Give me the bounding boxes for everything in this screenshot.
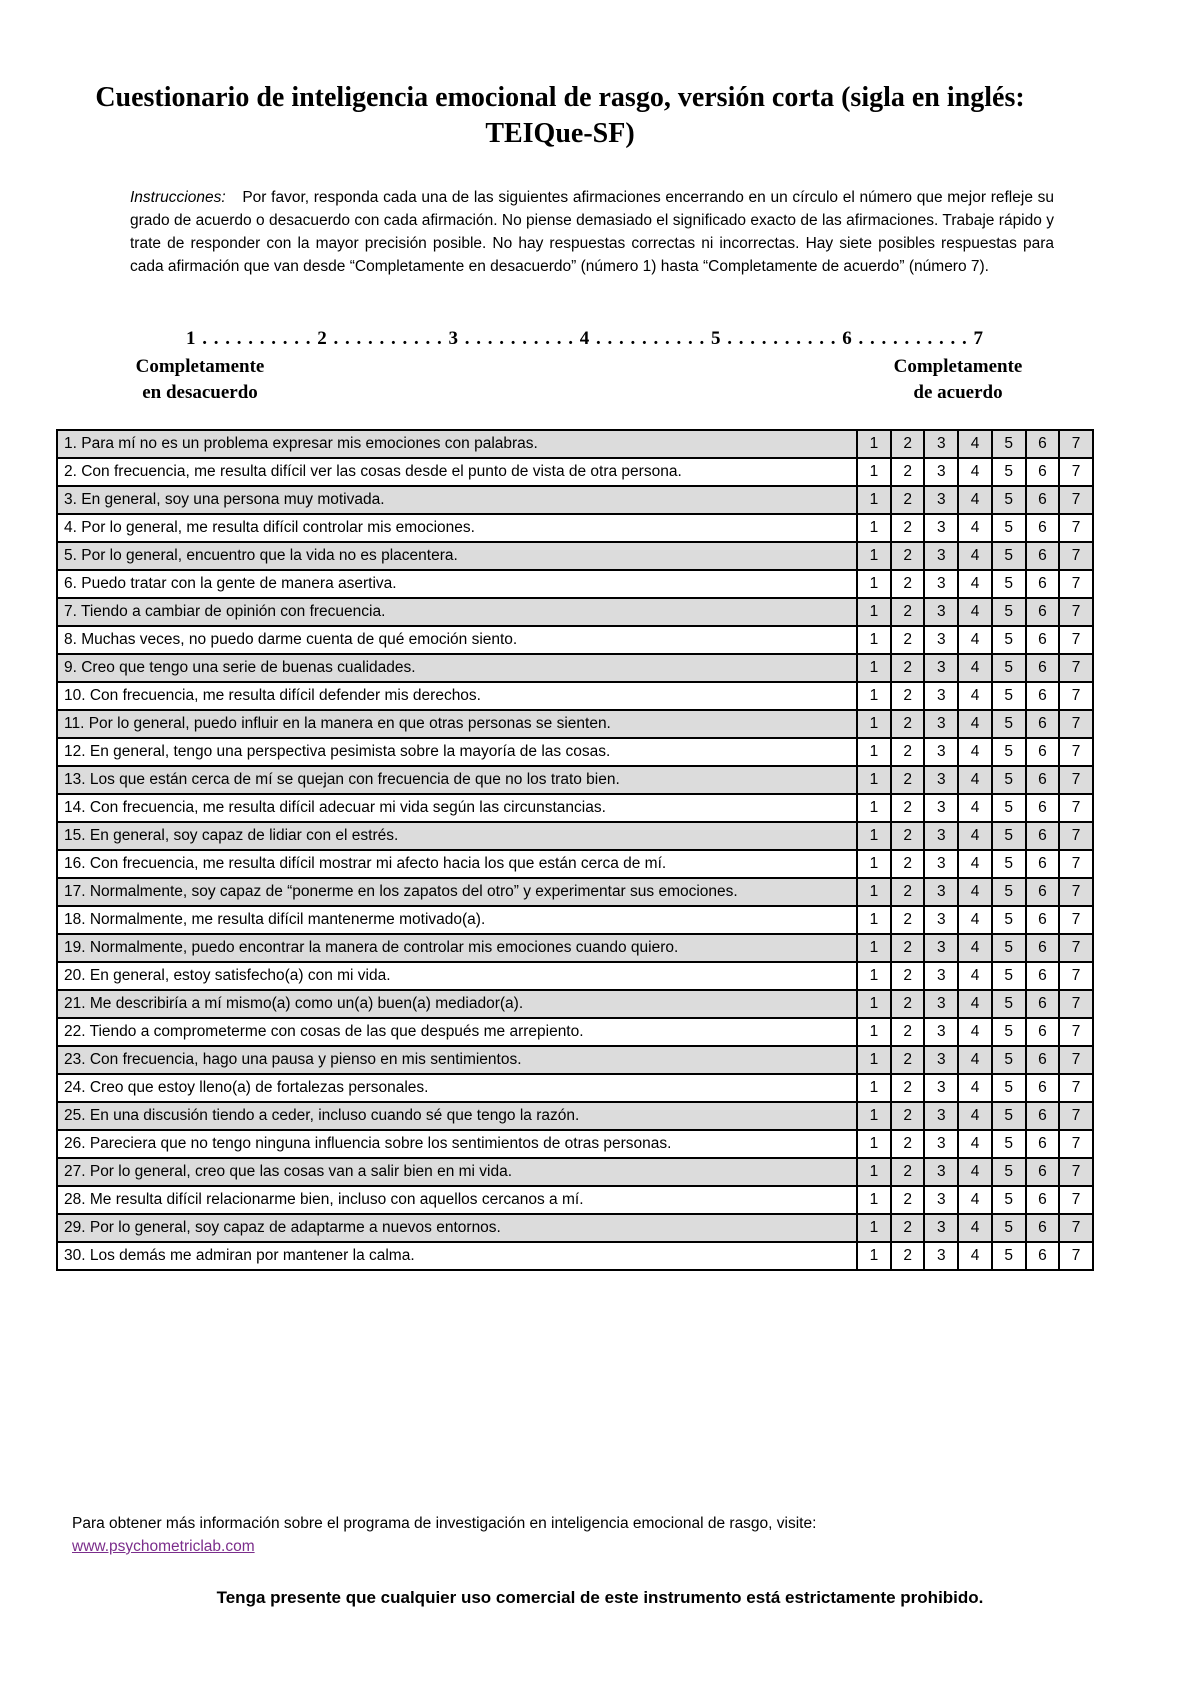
response-option[interactable]: 7 <box>1059 682 1093 710</box>
response-option[interactable]: 5 <box>992 766 1026 794</box>
table-row <box>57 1158 1093 1186</box>
response-option[interactable]: 2 <box>891 878 925 906</box>
response-option[interactable]: 3 <box>924 878 958 906</box>
table-row <box>57 598 1093 626</box>
response-option[interactable]: 2 <box>891 1018 925 1046</box>
response-option[interactable]: 1 <box>857 1102 891 1130</box>
item-text: 14. Con frecuencia, me resulta difícil adecuar mi vida según las circunstancias. <box>57 794 857 822</box>
response-option[interactable]: 3 <box>924 1158 958 1186</box>
table-row <box>57 850 1093 878</box>
response-option[interactable]: 1 <box>857 794 891 822</box>
response-option[interactable]: 6 <box>1026 934 1060 962</box>
response-option[interactable]: 1 <box>857 542 891 570</box>
response-option[interactable]: 6 <box>1026 682 1060 710</box>
response-option[interactable]: 6 <box>1026 794 1060 822</box>
response-option[interactable]: 7 <box>1059 766 1093 794</box>
response-option[interactable]: 7 <box>1059 906 1093 934</box>
response-option[interactable]: 2 <box>891 626 925 654</box>
response-option[interactable]: 5 <box>992 514 1026 542</box>
table-row <box>57 1018 1093 1046</box>
response-option[interactable]: 7 <box>1059 1214 1093 1242</box>
response-option[interactable]: 2 <box>891 794 925 822</box>
table-row <box>57 906 1093 934</box>
table-row <box>57 990 1093 1018</box>
response-option[interactable]: 1 <box>857 1046 891 1074</box>
response-option[interactable]: 7 <box>1059 1102 1093 1130</box>
response-option[interactable]: 1 <box>857 962 891 990</box>
response-option[interactable]: 2 <box>891 570 925 598</box>
response-option[interactable]: 1 <box>857 822 891 850</box>
response-option[interactable]: 5 <box>992 430 1026 458</box>
item-text: 26. Pareciera que no tengo ninguna influencia sobre los sentimientos de otras personas. <box>57 1130 857 1158</box>
table-row <box>57 626 1093 654</box>
response-option[interactable]: 2 <box>891 1158 925 1186</box>
item-text: 3. En general, soy una persona muy motivada. <box>57 486 857 514</box>
table-row <box>57 682 1093 710</box>
response-option[interactable]: 6 <box>1026 1242 1060 1270</box>
table-row <box>57 962 1093 990</box>
response-option[interactable]: 3 <box>924 626 958 654</box>
response-option[interactable]: 2 <box>891 1242 925 1270</box>
table-row <box>57 766 1093 794</box>
response-option[interactable]: 2 <box>891 738 925 766</box>
response-option[interactable]: 6 <box>1026 710 1060 738</box>
response-option[interactable]: 2 <box>891 1102 925 1130</box>
response-option[interactable]: 4 <box>958 1046 992 1074</box>
response-option[interactable]: 1 <box>857 934 891 962</box>
table-row <box>57 934 1093 962</box>
item-text: 30. Los demás me admiran por mantener la calma. <box>57 1242 857 1270</box>
response-option[interactable]: 2 <box>891 1074 925 1102</box>
item-text: 6. Puedo tratar con la gente de manera asertiva. <box>57 570 857 598</box>
scale-anchor-left-line2: en desacuerdo <box>142 382 258 403</box>
item-text: 21. Me describiría a mí mismo(a) como un(a) buen(a) mediador(a). <box>57 990 857 1018</box>
table-row <box>57 542 1093 570</box>
response-option[interactable]: 2 <box>891 514 925 542</box>
response-option[interactable]: 6 <box>1026 1074 1060 1102</box>
response-option[interactable]: 3 <box>924 990 958 1018</box>
table-row <box>57 794 1093 822</box>
item-text: 5. Por lo general, encuentro que la vida no es placentera. <box>57 542 857 570</box>
item-text: 15. En general, soy capaz de lidiar con el estrés. <box>57 822 857 850</box>
response-option[interactable]: 4 <box>958 934 992 962</box>
response-option[interactable]: 2 <box>891 1214 925 1242</box>
response-option[interactable]: 1 <box>857 850 891 878</box>
table-row <box>57 738 1093 766</box>
response-option[interactable]: 3 <box>924 1130 958 1158</box>
item-text: 16. Con frecuencia, me resulta difícil mostrar mi afecto hacia los que están cerca de mí. <box>57 850 857 878</box>
response-option[interactable]: 6 <box>1026 1102 1060 1130</box>
response-option[interactable]: 2 <box>891 654 925 682</box>
response-option[interactable]: 4 <box>958 430 992 458</box>
response-option[interactable]: 6 <box>1026 458 1060 486</box>
response-option[interactable]: 3 <box>924 1242 958 1270</box>
response-option[interactable]: 4 <box>958 458 992 486</box>
response-option[interactable]: 1 <box>857 710 891 738</box>
response-option[interactable]: 2 <box>891 1186 925 1214</box>
response-option[interactable]: 5 <box>992 990 1026 1018</box>
response-option[interactable]: 3 <box>924 486 958 514</box>
response-option[interactable]: 6 <box>1026 906 1060 934</box>
questionnaire-table <box>56 429 1094 1271</box>
response-option[interactable]: 3 <box>924 514 958 542</box>
response-option[interactable]: 7 <box>1059 514 1093 542</box>
item-text: 18. Normalmente, me resulta difícil mantenerme motivado(a). <box>57 906 857 934</box>
table-row <box>57 1102 1093 1130</box>
response-option[interactable]: 6 <box>1026 514 1060 542</box>
response-option[interactable]: 5 <box>992 570 1026 598</box>
response-option[interactable]: 2 <box>891 458 925 486</box>
response-option[interactable]: 1 <box>857 682 891 710</box>
table-row <box>57 822 1093 850</box>
response-option[interactable]: 5 <box>992 1214 1026 1242</box>
scale-line: 1 . . . . . . . . . . 2 . . . . . . . . . . 3 . . . . . . . . . . 4 . . . . . . . . . . 5 . . . . . . . . . . 6 . . . . . . . . . . 7 <box>186 328 984 349</box>
scale-anchor-right-line2: de acuerdo <box>913 382 1003 403</box>
table-row <box>57 1046 1093 1074</box>
scale-anchor-left <box>110 354 290 406</box>
response-option[interactable]: 4 <box>958 1074 992 1102</box>
response-option[interactable]: 1 <box>857 1018 891 1046</box>
response-option[interactable]: 7 <box>1059 822 1093 850</box>
item-text: 29. Por lo general, soy capaz de adaptarme a nuevos entornos. <box>57 1214 857 1242</box>
response-option[interactable]: 5 <box>992 794 1026 822</box>
response-option[interactable]: 1 <box>857 738 891 766</box>
response-option[interactable]: 7 <box>1059 850 1093 878</box>
response-option[interactable]: 3 <box>924 766 958 794</box>
response-option[interactable]: 2 <box>891 598 925 626</box>
table-row <box>57 710 1093 738</box>
response-option[interactable]: 2 <box>891 1130 925 1158</box>
item-text: 27. Por lo general, creo que las cosas van a salir bien en mi vida. <box>57 1158 857 1186</box>
scale-anchor-left-line1: Completamente <box>135 356 265 377</box>
response-option[interactable]: 7 <box>1059 430 1093 458</box>
response-option[interactable]: 5 <box>992 962 1026 990</box>
table-row <box>57 486 1093 514</box>
response-option[interactable]: 7 <box>1059 1018 1093 1046</box>
response-option[interactable]: 5 <box>992 906 1026 934</box>
response-option[interactable]: 1 <box>857 906 891 934</box>
response-option[interactable]: 4 <box>958 598 992 626</box>
response-option[interactable]: 6 <box>1026 1214 1060 1242</box>
response-option[interactable]: 5 <box>992 1046 1026 1074</box>
response-option[interactable]: 6 <box>1026 878 1060 906</box>
response-option[interactable]: 4 <box>958 766 992 794</box>
response-option[interactable]: 7 <box>1059 598 1093 626</box>
info-block <box>72 1512 1072 1558</box>
item-text: 28. Me resulta difícil relacionarme bien, incluso con aquellos cercanos a mí. <box>57 1186 857 1214</box>
response-option[interactable]: 5 <box>992 934 1026 962</box>
response-option[interactable]: 4 <box>958 990 992 1018</box>
response-option[interactable]: 4 <box>958 514 992 542</box>
response-option[interactable]: 4 <box>958 1186 992 1214</box>
response-option[interactable]: 3 <box>924 794 958 822</box>
table-row <box>57 458 1093 486</box>
response-option[interactable]: 1 <box>857 598 891 626</box>
response-option[interactable]: 7 <box>1059 1046 1093 1074</box>
response-option[interactable]: 3 <box>924 1186 958 1214</box>
response-option[interactable]: 5 <box>992 1130 1026 1158</box>
response-option[interactable]: 6 <box>1026 654 1060 682</box>
response-option[interactable]: 3 <box>924 542 958 570</box>
response-option[interactable]: 5 <box>992 542 1026 570</box>
response-option[interactable]: 3 <box>924 1018 958 1046</box>
psychometriclab-link[interactable]: www.psychometriclab.com <box>72 1538 255 1555</box>
response-option[interactable]: 2 <box>891 850 925 878</box>
response-option[interactable]: 4 <box>958 1102 992 1130</box>
response-option[interactable]: 2 <box>891 766 925 794</box>
item-text: 25. En una discusión tiendo a ceder, incluso cuando sé que tengo la razón. <box>57 1102 857 1130</box>
response-option[interactable]: 5 <box>992 1102 1026 1130</box>
response-option[interactable]: 4 <box>958 738 992 766</box>
table-row <box>57 1214 1093 1242</box>
item-text: 19. Normalmente, puedo encontrar la manera de controlar mis emociones cuando quiero. <box>57 934 857 962</box>
table-row <box>57 570 1093 598</box>
response-option[interactable]: 5 <box>992 738 1026 766</box>
table-row <box>57 430 1093 458</box>
response-option[interactable]: 6 <box>1026 430 1060 458</box>
item-text: 8. Muchas veces, no puedo darme cuenta de qué emoción siento. <box>57 626 857 654</box>
response-option[interactable]: 4 <box>958 1158 992 1186</box>
response-option[interactable]: 6 <box>1026 766 1060 794</box>
response-option[interactable]: 3 <box>924 962 958 990</box>
response-option[interactable]: 5 <box>992 1242 1026 1270</box>
response-option[interactable]: 6 <box>1026 1046 1060 1074</box>
response-option[interactable]: 3 <box>924 654 958 682</box>
response-option[interactable]: 3 <box>924 1214 958 1242</box>
table-row <box>57 878 1093 906</box>
response-option[interactable]: 7 <box>1059 1186 1093 1214</box>
scale-anchor-right-line1: Completamente <box>893 356 1023 377</box>
response-option[interactable]: 7 <box>1059 486 1093 514</box>
info-text: Para obtener más información sobre el programa de investigación en inteligencia emocional de rasgo, visite: <box>72 1515 817 1532</box>
response-option[interactable]: 1 <box>857 1074 891 1102</box>
response-option[interactable]: 6 <box>1026 570 1060 598</box>
item-text: 20. En general, estoy satisfecho(a) con mi vida. <box>57 962 857 990</box>
response-option[interactable]: 5 <box>992 822 1026 850</box>
response-option[interactable]: 4 <box>958 1242 992 1270</box>
response-option[interactable]: 7 <box>1059 1242 1093 1270</box>
response-option[interactable]: 5 <box>992 878 1026 906</box>
response-option[interactable]: 5 <box>992 710 1026 738</box>
response-option[interactable]: 3 <box>924 934 958 962</box>
response-option[interactable]: 1 <box>857 990 891 1018</box>
response-option[interactable]: 1 <box>857 570 891 598</box>
response-option[interactable]: 5 <box>992 486 1026 514</box>
response-option[interactable]: 2 <box>891 906 925 934</box>
response-option[interactable]: 6 <box>1026 542 1060 570</box>
response-option[interactable]: 2 <box>891 486 925 514</box>
response-option[interactable]: 2 <box>891 990 925 1018</box>
table-row <box>57 1242 1093 1270</box>
response-option[interactable]: 3 <box>924 906 958 934</box>
item-text: 4. Por lo general, me resulta difícil controlar mis emociones. <box>57 514 857 542</box>
response-option[interactable]: 7 <box>1059 654 1093 682</box>
response-option[interactable]: 7 <box>1059 934 1093 962</box>
response-option[interactable]: 2 <box>891 1046 925 1074</box>
response-option[interactable]: 7 <box>1059 1074 1093 1102</box>
response-option[interactable]: 6 <box>1026 962 1060 990</box>
response-option[interactable]: 4 <box>958 878 992 906</box>
response-option[interactable]: 5 <box>992 1074 1026 1102</box>
response-option[interactable]: 1 <box>857 626 891 654</box>
response-option[interactable]: 5 <box>992 654 1026 682</box>
response-option[interactable]: 4 <box>958 570 992 598</box>
response-option[interactable]: 3 <box>924 458 958 486</box>
response-option[interactable]: 4 <box>958 1130 992 1158</box>
response-option[interactable]: 7 <box>1059 570 1093 598</box>
response-option[interactable]: 3 <box>924 682 958 710</box>
item-text: 2. Con frecuencia, me resulta difícil ver las cosas desde el punto de vista de otra persona. <box>57 458 857 486</box>
item-text: 7. Tiendo a cambiar de opinión con frecuencia. <box>57 598 857 626</box>
response-option[interactable]: 1 <box>857 1214 891 1242</box>
response-option[interactable]: 6 <box>1026 738 1060 766</box>
response-option[interactable]: 3 <box>924 822 958 850</box>
response-option[interactable]: 1 <box>857 514 891 542</box>
item-text: 24. Creo que estoy lleno(a) de fortalezas personales. <box>57 1074 857 1102</box>
response-option[interactable]: 3 <box>924 430 958 458</box>
response-option[interactable]: 3 <box>924 710 958 738</box>
scale-anchor-right <box>868 354 1048 406</box>
response-option[interactable]: 1 <box>857 878 891 906</box>
response-option[interactable]: 1 <box>857 1242 891 1270</box>
item-text: 10. Con frecuencia, me resulta difícil defender mis derechos. <box>57 682 857 710</box>
response-option[interactable]: 1 <box>857 654 891 682</box>
response-option[interactable]: 6 <box>1026 1186 1060 1214</box>
item-text: 17. Normalmente, soy capaz de “ponerme en los zapatos del otro” y experimentar sus emociones. <box>57 878 857 906</box>
response-option[interactable]: 3 <box>924 570 958 598</box>
item-text: 1. Para mí no es un problema expresar mis emociones con palabras. <box>57 430 857 458</box>
response-option[interactable]: 4 <box>958 906 992 934</box>
table-row <box>57 654 1093 682</box>
response-option[interactable]: 4 <box>958 710 992 738</box>
response-option[interactable]: 6 <box>1026 822 1060 850</box>
response-option[interactable]: 2 <box>891 962 925 990</box>
response-option[interactable]: 7 <box>1059 878 1093 906</box>
response-option[interactable]: 1 <box>857 458 891 486</box>
response-option[interactable]: 5 <box>992 850 1026 878</box>
response-option[interactable]: 7 <box>1059 626 1093 654</box>
response-option[interactable]: 5 <box>992 1018 1026 1046</box>
response-option[interactable]: 2 <box>891 710 925 738</box>
response-option[interactable]: 3 <box>924 850 958 878</box>
response-option[interactable]: 6 <box>1026 850 1060 878</box>
response-option[interactable]: 1 <box>857 1130 891 1158</box>
response-option[interactable]: 2 <box>891 822 925 850</box>
item-text: 11. Por lo general, puedo influir en la manera en que otras personas se sienten. <box>57 710 857 738</box>
table-row <box>57 514 1093 542</box>
response-option[interactable]: 6 <box>1026 486 1060 514</box>
response-option[interactable]: 1 <box>857 1158 891 1186</box>
response-option[interactable]: 6 <box>1026 1018 1060 1046</box>
response-option[interactable]: 5 <box>992 458 1026 486</box>
item-text: 23. Con frecuencia, hago una pausa y pienso en mis sentimientos. <box>57 1046 857 1074</box>
response-option[interactable]: 7 <box>1059 542 1093 570</box>
response-option[interactable]: 7 <box>1059 458 1093 486</box>
commercial-use-warning: Tenga presente que cualquier uso comercial de este instrumento está estrictamente prohibido. <box>216 1588 984 1607</box>
table-row <box>57 1130 1093 1158</box>
response-option[interactable]: 7 <box>1059 1130 1093 1158</box>
instructions-text: Por favor, responda cada una de las siguientes afirmaciones encerrando en un círculo el número que mejor refleje su grado de acuerdo o desacuerdo con cada afirmación. No piense demasiado el significado exacto de las afirmaciones. Trabaje rápido y trate de responder con la mayor precisión posible. No hay respuestas correctas ni incorrectas. Hay siete posibles respuestas para cada afirmación que van desde “Completamente en desacuerdo” (número 1) hasta “Completamente de acuerdo” (número 7). <box>130 189 1055 275</box>
response-option[interactable]: 7 <box>1059 1158 1093 1186</box>
instructions <box>130 186 1054 278</box>
response-option[interactable]: 4 <box>958 850 992 878</box>
item-text: 9. Creo que tengo una serie de buenas cualidades. <box>57 654 857 682</box>
response-option[interactable]: 3 <box>924 1046 958 1074</box>
response-option[interactable]: 5 <box>992 626 1026 654</box>
item-text: 13. Los que están cerca de mí se quejan con frecuencia de que no los trato bien. <box>57 766 857 794</box>
response-option[interactable]: 4 <box>958 542 992 570</box>
response-option[interactable]: 2 <box>891 542 925 570</box>
response-option[interactable]: 3 <box>924 738 958 766</box>
response-option[interactable]: 2 <box>891 430 925 458</box>
response-option[interactable]: 2 <box>891 682 925 710</box>
response-option[interactable]: 7 <box>1059 990 1093 1018</box>
response-option[interactable]: 5 <box>992 598 1026 626</box>
response-option[interactable]: 3 <box>924 598 958 626</box>
response-option[interactable]: 5 <box>992 1186 1026 1214</box>
response-option[interactable]: 5 <box>992 1158 1026 1186</box>
item-text: 12. En general, tengo una perspectiva pesimista sobre la mayoría de las cosas. <box>57 738 857 766</box>
item-text: 22. Tiendo a comprometerme con cosas de las que después me arrepiento. <box>57 1018 857 1046</box>
response-option[interactable]: 4 <box>958 486 992 514</box>
response-option[interactable]: 4 <box>958 626 992 654</box>
response-option[interactable]: 6 <box>1026 990 1060 1018</box>
response-option[interactable]: 6 <box>1026 598 1060 626</box>
instructions-label: Instrucciones: <box>130 189 226 206</box>
response-option[interactable]: 3 <box>924 1102 958 1130</box>
response-option[interactable]: 4 <box>958 654 992 682</box>
response-option[interactable]: 3 <box>924 1074 958 1102</box>
response-option[interactable]: 7 <box>1059 962 1093 990</box>
response-option[interactable]: 1 <box>857 430 891 458</box>
response-option[interactable]: 7 <box>1059 710 1093 738</box>
response-option[interactable]: 6 <box>1026 1130 1060 1158</box>
response-option[interactable]: 4 <box>958 1018 992 1046</box>
page-title: Cuestionario de inteligencia emocional de rasgo, versión corta (sigla en inglés: TEIQue-SF) <box>95 82 1025 149</box>
response-option[interactable]: 7 <box>1059 794 1093 822</box>
response-option[interactable]: 1 <box>857 1186 891 1214</box>
table-row <box>57 1074 1093 1102</box>
response-option[interactable]: 6 <box>1026 1158 1060 1186</box>
response-option[interactable]: 6 <box>1026 626 1060 654</box>
response-option[interactable]: 1 <box>857 486 891 514</box>
response-option[interactable]: 2 <box>891 934 925 962</box>
response-option[interactable]: 4 <box>958 1214 992 1242</box>
response-option[interactable]: 5 <box>992 682 1026 710</box>
response-option[interactable]: 4 <box>958 794 992 822</box>
response-option[interactable]: 4 <box>958 822 992 850</box>
response-option[interactable]: 7 <box>1059 738 1093 766</box>
response-option[interactable]: 4 <box>958 682 992 710</box>
table-row <box>57 1186 1093 1214</box>
response-option[interactable]: 4 <box>958 962 992 990</box>
response-option[interactable]: 1 <box>857 766 891 794</box>
